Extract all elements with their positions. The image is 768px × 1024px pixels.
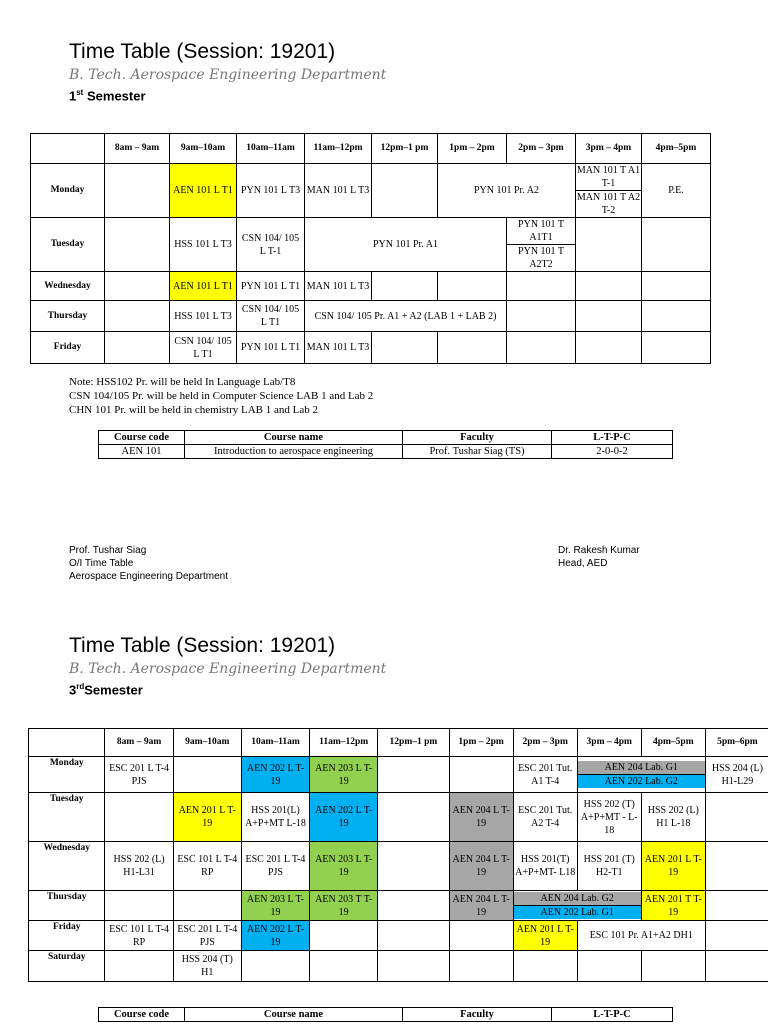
course-header-cell: Course code bbox=[99, 431, 185, 445]
slot-cell: AEN 204 L T-19 bbox=[449, 891, 513, 921]
timetable-1st-semester bbox=[30, 133, 711, 364]
slot-cell bbox=[310, 921, 378, 951]
slot-cell bbox=[372, 332, 438, 364]
header-row bbox=[29, 729, 768, 757]
split-lower: MAN 101 T A2 T-2 bbox=[576, 192, 641, 216]
slot-cell bbox=[105, 218, 170, 272]
signature-right bbox=[558, 544, 640, 570]
page-title: Time Table (Session: 19201) bbox=[69, 634, 336, 657]
slot-cell bbox=[507, 272, 576, 301]
day-cell: Tuesday bbox=[31, 218, 105, 272]
slot-cell bbox=[641, 951, 705, 982]
slot-cell bbox=[173, 891, 241, 921]
notes-block bbox=[69, 375, 373, 417]
day-cell: Friday bbox=[31, 332, 105, 364]
header-cell: 1pm – 2pm bbox=[449, 729, 513, 757]
course-cell: AEN 101 bbox=[99, 445, 185, 459]
slot-cell: ESC 201 L T-4 PJS bbox=[105, 757, 173, 793]
slot-cell: ESC 201 Tut. A2 T-4 bbox=[513, 793, 577, 842]
slot-cell: PYN 101 L T1 bbox=[237, 272, 305, 301]
slot-cell: AEN 101 L T1 bbox=[170, 272, 237, 301]
slot-cell: ESC 101 L T-4 RP bbox=[105, 921, 173, 951]
slot-cell: PYN 101 L T1 bbox=[237, 332, 305, 364]
slot-cell bbox=[576, 218, 642, 272]
slot-cell: MAN 101 L T3 bbox=[305, 332, 372, 364]
slot-cell bbox=[705, 951, 768, 982]
note-line: CSN 104/105 Pr. will be held in Computer Science LAB 1 and Lab 2 bbox=[69, 390, 374, 402]
table-row bbox=[29, 891, 768, 921]
header-cell: 1pm – 2pm bbox=[438, 134, 507, 164]
slot-cell: AEN 201 T T-19 bbox=[641, 891, 705, 921]
slot-cell: HSS 101 L T3 bbox=[170, 301, 237, 332]
slot-cell bbox=[513, 951, 577, 982]
slot-cell bbox=[449, 757, 513, 793]
slot-cell bbox=[705, 793, 768, 842]
slot-cell bbox=[105, 332, 170, 364]
header-cell: 3pm – 4pm bbox=[577, 729, 641, 757]
slot-cell bbox=[507, 218, 576, 272]
slot-cell: HSS 204 (T) H1 bbox=[173, 951, 241, 982]
slot-cell: AEN 202 L T-19 bbox=[310, 793, 378, 842]
header-cell: 12pm–1 pm bbox=[378, 729, 449, 757]
slot-cell: ESC 201 L T-4 PJS bbox=[241, 842, 309, 891]
day-cell: Thursday bbox=[29, 891, 105, 921]
slot-cell bbox=[705, 921, 768, 951]
corner-cell bbox=[29, 729, 105, 757]
slot-cell: HSS 202 (L) H1-L31 bbox=[105, 842, 173, 891]
slot-cell: HSS 204 (L) H1-L29 bbox=[705, 757, 768, 793]
signatory-name: Prof. Tushar Siag bbox=[69, 545, 147, 556]
course-header-cell: Course name bbox=[185, 431, 403, 445]
table-row bbox=[29, 921, 768, 951]
slot-cell bbox=[705, 842, 768, 891]
slot-cell bbox=[576, 301, 642, 332]
slot-cell: CSN 104/ 105 L T-1 bbox=[237, 218, 305, 272]
slot-cell bbox=[378, 757, 449, 793]
slot-cell bbox=[378, 842, 449, 891]
department-subtitle: B. Tech. Aerospace Engineering Department bbox=[69, 661, 387, 677]
slot-cell bbox=[310, 951, 378, 982]
course-row bbox=[99, 445, 673, 459]
slot-cell bbox=[576, 164, 642, 218]
slot-cell: PYN 101 Pr. A1 bbox=[305, 218, 507, 272]
day-cell: Monday bbox=[29, 757, 105, 793]
split-upper: MAN 101 T A1 T-1 bbox=[576, 165, 641, 189]
header-cell: 10am–11am bbox=[241, 729, 309, 757]
slot-cell bbox=[642, 218, 711, 272]
header-cell: 12pm–1 pm bbox=[372, 134, 438, 164]
slot-cell bbox=[105, 891, 173, 921]
table-row bbox=[31, 218, 711, 272]
slot-cell: HSS 201 (T) H2-T1 bbox=[577, 842, 641, 891]
day-cell: Saturday bbox=[29, 951, 105, 982]
slot-cell bbox=[577, 757, 705, 793]
note-line: Note: HSS102 Pr. will be held In Language Lab/T8 bbox=[69, 376, 296, 388]
course-table-3 bbox=[98, 1007, 673, 1022]
corner-cell bbox=[31, 134, 105, 164]
day-cell: Wednesday bbox=[31, 272, 105, 301]
day-cell: Tuesday bbox=[29, 793, 105, 842]
table-row bbox=[31, 272, 711, 301]
course-header-cell: Course name bbox=[185, 1008, 403, 1022]
slot-cell: AEN 201 L T-19 bbox=[173, 793, 241, 842]
table-row bbox=[29, 793, 768, 842]
slot-cell bbox=[449, 951, 513, 982]
course-header-cell: L-T-P-C bbox=[552, 431, 673, 445]
signature-left bbox=[69, 544, 228, 583]
course-cell: 2-0-0-2 bbox=[552, 445, 673, 459]
semester-label: 1st Semester bbox=[69, 88, 146, 104]
slot-cell bbox=[378, 891, 449, 921]
slot-cell: ESC 201 Tut. A1 T-4 bbox=[513, 757, 577, 793]
header-cell: 8am – 9am bbox=[105, 134, 170, 164]
slot-cell: CSN 104/ 105 L T1 bbox=[170, 332, 237, 364]
header-cell: 10am–11am bbox=[237, 134, 305, 164]
header-cell: 9am–10am bbox=[173, 729, 241, 757]
slot-cell bbox=[642, 332, 711, 364]
split-lower: PYN 101 T A2T2 bbox=[507, 244, 575, 271]
day-cell: Thursday bbox=[31, 301, 105, 332]
slot-cell: AEN 204 L T-19 bbox=[449, 793, 513, 842]
slot-cell bbox=[438, 332, 507, 364]
header-cell: 11am–12pm bbox=[305, 134, 372, 164]
split-upper: PYN 101 T A1T1 bbox=[518, 219, 564, 243]
course-cell: Introduction to aerospace engineering bbox=[185, 445, 403, 459]
course-table-1 bbox=[98, 430, 673, 459]
slot-cell bbox=[105, 301, 170, 332]
slot-cell bbox=[507, 301, 576, 332]
slot-cell bbox=[642, 272, 711, 301]
header-cell: 11am–12pm bbox=[310, 729, 378, 757]
slot-cell bbox=[507, 332, 576, 364]
course-header-row bbox=[99, 1008, 673, 1022]
department-subtitle: B. Tech. Aerospace Engineering Department bbox=[69, 67, 387, 83]
slot-cell bbox=[105, 793, 173, 842]
slot-cell: AEN 101 L T1 bbox=[170, 164, 237, 218]
signatory-name: Dr. Rakesh Kumar bbox=[558, 545, 640, 556]
slot-cell: P.E. bbox=[642, 164, 711, 218]
table-row bbox=[29, 757, 768, 793]
slot-cell bbox=[378, 951, 449, 982]
slot-cell: ESC 101 Pr. A1+A2 DH1 bbox=[577, 921, 705, 951]
slot-cell: HSS 101 L T3 bbox=[170, 218, 237, 272]
split-lower: AEN 202 Lab. G2 bbox=[578, 774, 705, 788]
slot-cell: AEN 201 L T-19 bbox=[513, 921, 577, 951]
note-line: CHN 101 Pr. will be held in chemistry LAB 1 and Lab 2 bbox=[69, 404, 318, 416]
table-row bbox=[29, 842, 768, 891]
slot-cell bbox=[372, 272, 438, 301]
slot-cell bbox=[576, 272, 642, 301]
slot-cell: HSS 201(L) A+P+MT L-18 bbox=[241, 793, 309, 842]
table-row bbox=[31, 164, 711, 218]
course-header-cell: L-T-P-C bbox=[552, 1008, 673, 1022]
table-row bbox=[31, 301, 711, 332]
slot-cell: AEN 204 L T-19 bbox=[449, 842, 513, 891]
header-row bbox=[31, 134, 711, 164]
slot-cell: PYN 101 L T3 bbox=[237, 164, 305, 218]
header-cell: 2pm – 3pm bbox=[513, 729, 577, 757]
slot-cell: AEN 203 L T-19 bbox=[310, 757, 378, 793]
slot-cell: AEN 202 L T-19 bbox=[241, 921, 309, 951]
page-title: Time Table (Session: 19201) bbox=[69, 40, 336, 63]
course-cell: Prof. Tushar Siag (TS) bbox=[403, 445, 552, 459]
slot-cell: ESC 101 L T-4 RP bbox=[173, 842, 241, 891]
semester-label: 3rdSemester bbox=[69, 682, 143, 698]
header-cell: 8am – 9am bbox=[105, 729, 173, 757]
course-header-cell: Faculty bbox=[403, 431, 552, 445]
slot-cell: PYN 101 Pr. A2 bbox=[438, 164, 576, 218]
slot-cell: CSN 104/ 105 L T1 bbox=[237, 301, 305, 332]
slot-cell bbox=[372, 164, 438, 218]
signatory-role: O/I Time Table bbox=[69, 558, 134, 569]
slot-cell bbox=[438, 272, 507, 301]
slot-cell bbox=[378, 793, 449, 842]
slot-cell bbox=[105, 951, 173, 982]
day-cell: Monday bbox=[31, 164, 105, 218]
slot-cell bbox=[513, 891, 641, 921]
slot-cell bbox=[241, 951, 309, 982]
slot-cell bbox=[105, 272, 170, 301]
split-upper: AEN 204 Lab. G1 bbox=[578, 761, 705, 774]
slot-cell: HSS 202 (L) H1 L-18 bbox=[641, 793, 705, 842]
slot-cell: MAN 101 L T3 bbox=[305, 272, 372, 301]
split-upper: AEN 204 Lab. G2 bbox=[514, 892, 641, 905]
slot-cell bbox=[378, 921, 449, 951]
signatory-dept: Aerospace Engineering Department bbox=[69, 571, 228, 582]
course-header-row bbox=[99, 431, 673, 445]
slot-cell: MAN 101 L T3 bbox=[305, 164, 372, 218]
slot-cell: HSS 201(T) A+P+MT- L18 bbox=[513, 842, 577, 891]
slot-cell: CSN 104/ 105 Pr. A1 + A2 (LAB 1 + LAB 2) bbox=[305, 301, 507, 332]
slot-cell: AEN 203 T T-19 bbox=[310, 891, 378, 921]
slot-cell bbox=[105, 164, 170, 218]
slot-cell: AEN 202 L T-19 bbox=[241, 757, 309, 793]
slot-cell: AEN 203 L T-19 bbox=[241, 891, 309, 921]
slot-cell bbox=[173, 757, 241, 793]
slot-cell: AEN 203 L T-19 bbox=[310, 842, 378, 891]
header-cell: 9am–10am bbox=[170, 134, 237, 164]
course-header-cell: Faculty bbox=[403, 1008, 552, 1022]
course-header-cell: Course code bbox=[99, 1008, 185, 1022]
slot-cell bbox=[576, 332, 642, 364]
slot-cell bbox=[449, 921, 513, 951]
table-row bbox=[31, 332, 711, 364]
table-row bbox=[29, 951, 768, 982]
slot-cell bbox=[705, 891, 768, 921]
slot-cell bbox=[577, 951, 641, 982]
timetable-3rd-semester bbox=[28, 728, 768, 982]
day-cell: Wednesday bbox=[29, 842, 105, 891]
header-cell: 5pm–6pm bbox=[705, 729, 768, 757]
header-cell: 4pm–5pm bbox=[641, 729, 705, 757]
slot-cell bbox=[642, 301, 711, 332]
header-cell: 4pm–5pm bbox=[642, 134, 711, 164]
slot-cell: ESC 201 L T-4 PJS bbox=[173, 921, 241, 951]
signatory-role: Head, AED bbox=[558, 558, 608, 569]
slot-cell: HSS 202 (T) A+P+MT - L-18 bbox=[577, 793, 641, 842]
header-cell: 3pm – 4pm bbox=[576, 134, 642, 164]
slot-cell: AEN 201 L T-19 bbox=[641, 842, 705, 891]
header-cell: 2pm – 3pm bbox=[507, 134, 576, 164]
day-cell: Friday bbox=[29, 921, 105, 951]
split-lower: AEN 202 Lab. G1 bbox=[514, 905, 641, 919]
